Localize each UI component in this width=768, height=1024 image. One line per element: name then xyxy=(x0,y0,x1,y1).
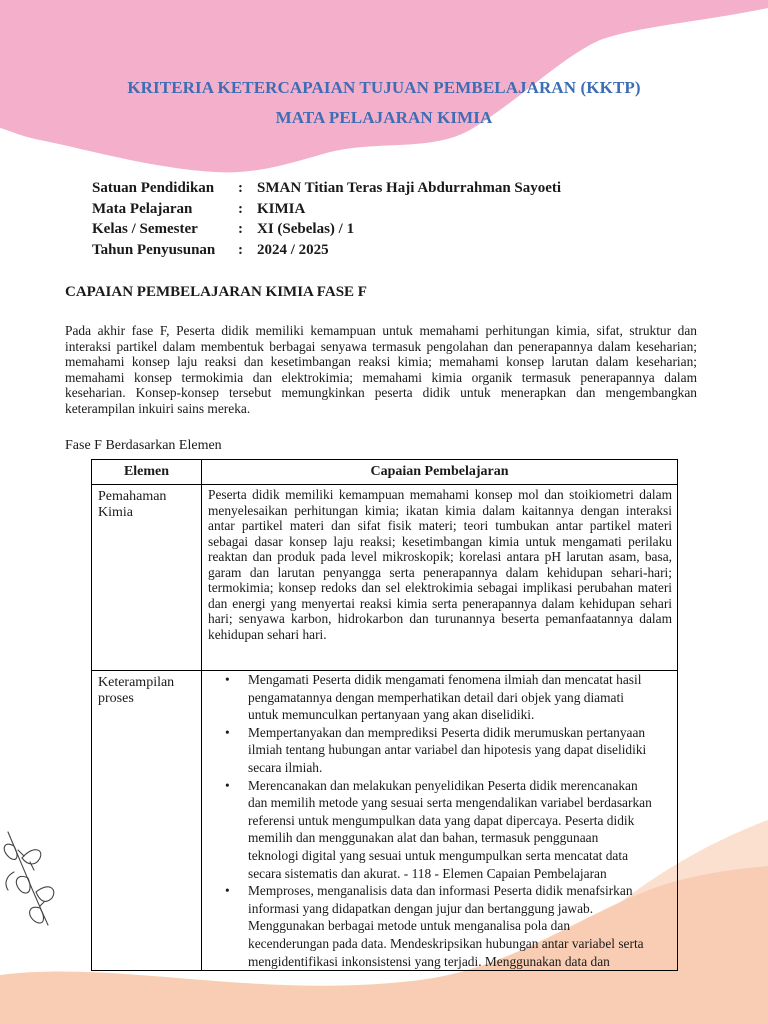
achievement-cell xyxy=(202,671,678,971)
info-row xyxy=(92,221,561,242)
list-item-line: kecenderungan pada data. Mendeskripsikan hubungan antar variabel serta xyxy=(248,935,644,951)
elements-table xyxy=(91,459,678,971)
table-row xyxy=(92,671,678,971)
bullet-icon: • xyxy=(225,883,230,899)
list-item-line: teknologi digital yang sesuai untuk mengumpulkan serta mencatat data xyxy=(248,847,629,863)
info-separator: : xyxy=(238,180,243,196)
list-item-line: mengidentifikasi inkonsistensi yang terjadi. Menggunakan data dan xyxy=(248,953,610,969)
bullet-list xyxy=(202,671,677,970)
info-separator: : xyxy=(238,200,243,217)
list-item-line: secara sistematis dan akurat. - 118 - Elemen Capaian Pembelajaran xyxy=(248,865,607,881)
header-elemen: Elemen xyxy=(92,460,202,485)
list-item xyxy=(225,724,677,777)
table-caption: Fase F Berdasarkan Elemen xyxy=(65,438,222,453)
list-item-line: dan memilih metode yang sesuai serta mengendalikan variabel berdasarkan xyxy=(248,795,652,811)
element-cell: Pemahaman Kimia xyxy=(92,485,202,671)
section-heading: CAPAIAN PEMBELAJARAN KIMIA FASE F xyxy=(65,284,367,300)
info-value: KIMIA xyxy=(257,200,306,217)
element-cell: Keterampilan proses xyxy=(92,671,202,971)
info-value: 2024 / 2025 xyxy=(257,241,329,258)
list-item-line: Menggunakan berbagai metode untuk menganalisa pola dan xyxy=(248,918,571,934)
bullet-icon: • xyxy=(225,777,230,793)
list-item-line: Merencanakan dan melakukan penyelidikan Peserta didik merencanakan xyxy=(248,777,638,793)
bullet-icon: • xyxy=(225,724,230,740)
info-separator: : xyxy=(238,241,243,258)
list-item-line: Mengamati Peserta didik mengamati fenomena ilmiah dan mencatat hasil xyxy=(248,672,642,687)
table-header-row xyxy=(92,460,678,485)
document-subtitle: MATA PELAJARAN KIMIA xyxy=(275,108,493,127)
info-separator: : xyxy=(238,221,243,237)
identity-info-table xyxy=(92,180,561,262)
table-row xyxy=(92,485,678,671)
list-item xyxy=(225,882,677,970)
list-item-line: informasi yang didapatkan dengan jujur dan bertanggung jawab. xyxy=(248,900,594,916)
list-item-line: ilmiah tentang hubungan antar variabel dan hipotesis yang dapat diselidiki xyxy=(248,742,647,758)
info-label: Satuan Pendidikan xyxy=(92,180,215,196)
body-paragraph: Pada akhir fase F, Peserta didik memiliki kemampuan untuk memahami perhitungan kimia, sifat, struktur dan interaksi partikel dalam membentuk berbagai senyawa termasuk pengolahan dan penerapannya dalam keseharian; memahami konsep laju reaksi dan kesetimbangan reaksi kimia; memahami konsep larutan dalam keseharian; memahami konsep termokimia dan elektrokimia; memahami kimia organik termasuk penerapannya dalam keseharian. Konsep-konsep tersebut memungkinkan peserta didik untuk menerapkan dan mengembangkan keterampilan inkuiri sains mereka. xyxy=(65,323,697,416)
list-item-line: untuk memunculkan pertanyaan yang akan diselidiki. xyxy=(248,707,535,723)
list-item-line: Memproses, menganalisis data dan informasi Peserta didik menafsirkan xyxy=(248,883,633,899)
info-label: Mata Pelajaran xyxy=(92,200,193,217)
list-item-line: pengamatannya dengan memperhatikan detail dari objek yang diamati xyxy=(248,689,624,705)
document-title: KRITERIA KETERCAPAIAN TUJUAN PEMBELAJARAN (KKTP) xyxy=(127,78,641,97)
header-capaian: Capaian Pembelajaran xyxy=(202,460,678,485)
info-label: Kelas / Semester xyxy=(92,221,198,237)
list-item xyxy=(225,671,677,724)
info-row xyxy=(92,180,561,201)
list-item-line: referensi untuk mengumpulkan data yang dapat dipercaya. Peserta didik xyxy=(248,812,635,828)
info-label: Tahun Penyusunan xyxy=(92,241,216,258)
list-item-line: memilih dan menggunakan alat dan bahan, termasuk penggunaan xyxy=(248,830,599,846)
list-item xyxy=(225,777,677,883)
info-value: SMAN Titian Teras Haji Abdurrahman Sayoeti xyxy=(257,180,562,196)
achievement-cell: Peserta didik memiliki kemampuan memahami konsep mol dan stoikiometri dalam menyelesaikan perhitungan kimia; ikatan kimia dalam kaitannya dengan interaksi antar partikel materi dan sifat fisik materi; teori tumbukan antar partikel materi sebagai dasar konsep laju reaksi; kesetimbangan kimia untuk mengamati perilaku reaktan dan produk pada level mikroskopik; korelasi antara pH larutan asam, basa, garam dan larutan penyangga serta penerapannya dalam kehidupan sehari-hari; termokimia; konsep redoks dan sel elektrokimia sebagai implikasi perubahan materi dan energi yang menyertai reaksi kimia serta penerapannya dalam kehidupan sehari hari; senyawa karbon, hidrokarbon dan turunannya beserta pemanfaatannya dalam kehidupan sehari hari. xyxy=(202,485,678,671)
info-row xyxy=(92,201,561,222)
info-value: XI (Sebelas) / 1 xyxy=(257,221,355,237)
list-item-line: secara ilmiah. xyxy=(248,759,323,775)
list-item-line: Mempertanyakan dan memprediksi Peserta didik merumuskan pertanyaan xyxy=(248,724,646,740)
info-row xyxy=(92,242,561,263)
bullet-icon: • xyxy=(225,672,230,687)
